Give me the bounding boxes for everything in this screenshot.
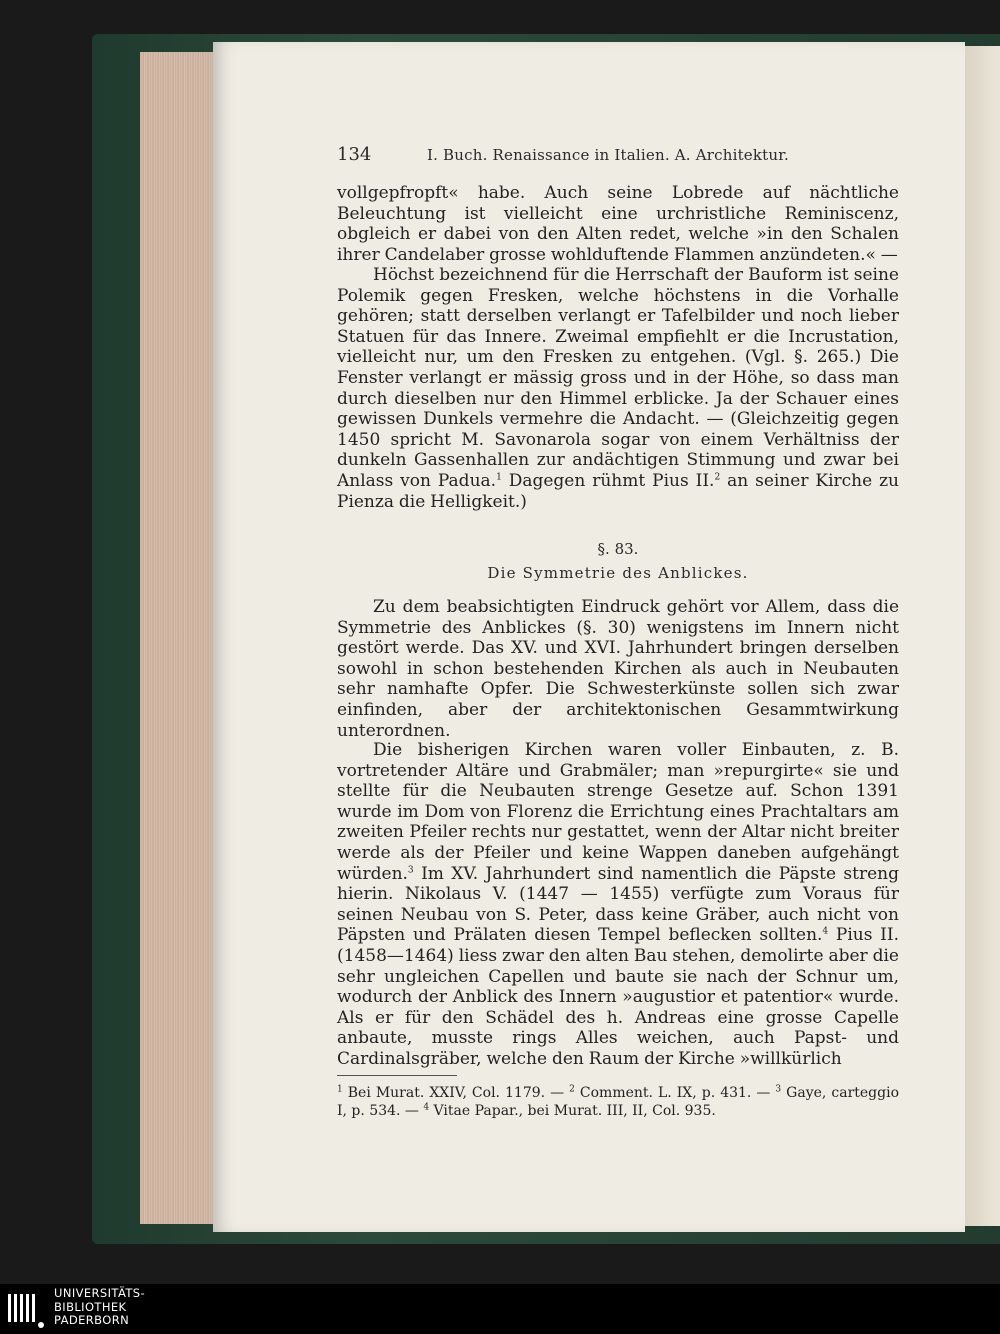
library-name-line: PADERBORN [54,1313,130,1327]
footnote-text: Comment. L. IX, p. 431. — [574,1085,776,1101]
footnote-ref: 4 [822,926,829,937]
paragraph-text: Pius II. (1458—1464) liess zwar den alten Bau stehen, demolirte aber die sehr ungleichen Capellen und baute sie nach der Schnur um, wodurch der Anblick des Innern »augustior et patentior« wurde. Als er für den Schädel des h. Andreas eine grosse Capelle anbaute, musste rings Alles weichen, auch Papst- und Cardinalsgräber, welche den Raum der Kirche »willkürlich [337,925,899,1069]
library-name-line: UNIVERSITÄTS- [54,1286,146,1300]
adjacent-page [962,46,1000,1226]
paragraph-text: Im XV. Jahrhundert sind namentlich die Päpste streng hierin. Nikolaus V. (1447 — 1455) verfügte zum Voraus für seinen Neubau von S. Peter, dass keine Gräber, auch nicht von Päpsten und Prälaten diesen Tempel beflecken sollten. [337,863,899,946]
section-number: §. 83. [597,540,639,558]
footnote-number: 1 [337,1084,343,1095]
paragraph-text: an seiner Kirche zu Pienza die Helligkeit.) [337,470,899,512]
library-name [54,1287,145,1328]
page-edges [140,52,222,1224]
section-title: Die Symmetrie des Anblickes. [487,564,749,582]
footnote-number: 3 [775,1084,782,1095]
paragraph-text: Dagegen rühmt Pius II. [501,470,715,491]
library-logo-icon [6,1290,46,1330]
running-head: I. Buch. Renaissance in Italien. A. Architektur. [427,146,789,164]
footnote-text: Gaye, carteggio I, p. 534. — [337,1085,900,1119]
footnote-ref: 2 [714,472,721,483]
footnote-divider [337,1075,457,1076]
paragraph-text: Die bisherigen Kirchen waren voller Einbauten, z. B. vortretender Altäre und Grabmäler; man »repurgirte« sie und stellte für die Neubauten strenge Gesetze auf. Schon 1391 wurde im Dom von Florenz die Errichtung eines Prachtaltars am zweiten Pfeiler rechts nur gestattet, wenn der Altar nicht breiter werde als der Pfeiler und keine Wappen daneben aufgehängt würden. [337,740,899,884]
library-name-line: BIBLIOTHEK [54,1299,127,1314]
library-footer [0,1284,1000,1334]
footnote-ref: 3 [407,864,414,875]
footnote-text: Bei Murat. XXIV, Col. 1179. — [342,1085,570,1101]
paragraph-text: Höchst bezeichnend für die Herrschaft der Bauform ist seine Polemik gegen Fresken, welche höchstens in die Vorhalle gehören; statt derselben verlangt er Tafelbilder und noch lieber Statuen für das Innere. Zweimal empfiehlt er die Incrustation, vielleicht nur, um den Fresken zu entgehen. (Vgl. §. 265.) Die Fenster verlangt er mässig gross und in der Höhe, so dass man durch dieselben nur den Himmel erblicke. Ja der Schauer eines gewissen Dunkels vermehre die Andacht. — (Gleichzeitig gegen 1450 spricht M. Savonarola sogar von einem Verhältniss der dunkeln Gassenhallen zur andächtigen Stimmung und zwar bei Anlass von Padua. [337,265,899,491]
footnote-text: Vitae Papar., bei Murat. III, II, Col. 935. [429,1103,716,1119]
page-header [337,144,899,168]
footnote-ref: 1 [496,472,502,483]
footnote-number: 2 [569,1084,575,1095]
paragraph [337,740,899,1070]
footnote-number: 4 [423,1102,430,1113]
paragraph: Zu dem beabsichtigten Eindruck gehört vor Allem, dass die Symmetrie des Anblickes (§. 30) wenigstens im Innern nicht gestört werde. Das XV. und XVI. Jahrhundert bringen derselben sowohl in schon bestehenden Kirchen als auch in Neubauten sehr namhafte Opfer. Die Schwesterkünste sollen sich zwar einfinden, aber der architektonischen Gesammtwirkung unterordnen. [337,597,899,741]
paragraph [337,265,899,512]
paragraph: vollgepfropft« habe. Auch seine Lobrede auf nächtliche Beleuchtung ist vielleicht eine urchristliche Reminiscenz, obgleich er dabei von den Alten redet, welche »in den Schalen ihrer Candelaber grosse wohlduftende Flammen anzündeten.« — [337,183,899,265]
footnotes [337,1084,899,1120]
page-number: 134 [337,144,372,165]
